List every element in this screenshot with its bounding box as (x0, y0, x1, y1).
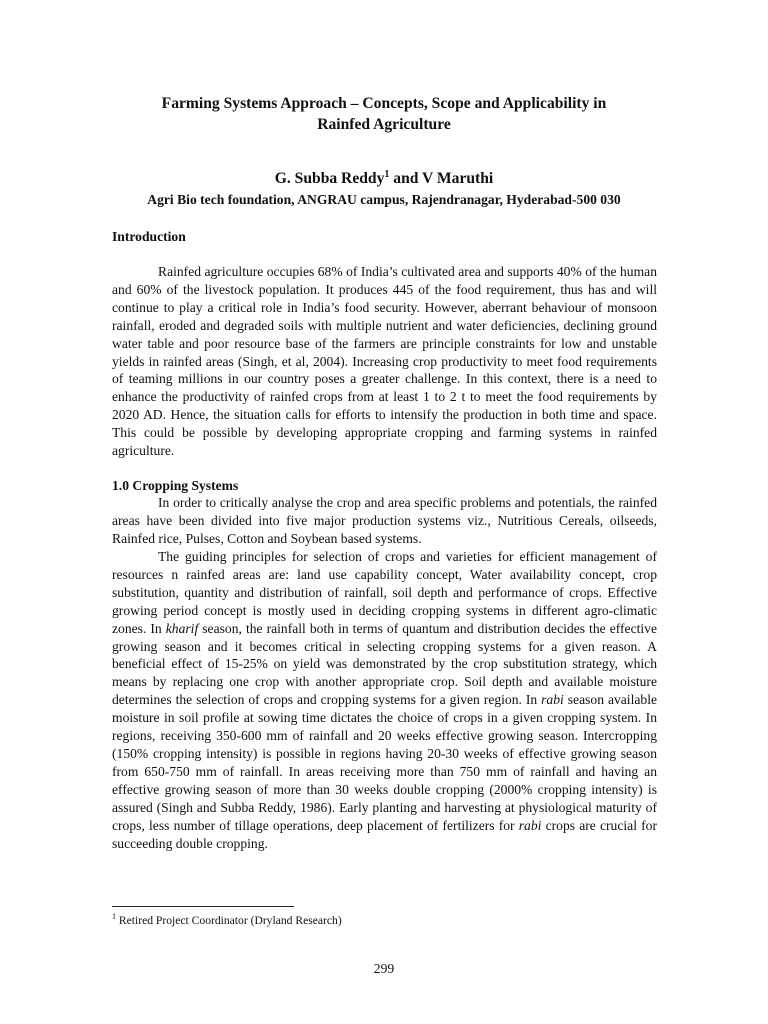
introduction-paragraph: Rainfed agriculture occupies 68% of India’s cultivated area and supports 40% of the human and 60% of the livestock population. It produces 445 of the food requirement, thus has and will continue to play a critical role in India’s food security. However, aberrant behaviour of monsoon rainfall, eroded and degraded soils with multiple nutrient and water deficiencies, declining ground water table and poor resource base of the farmers are principle constraints for low and unstable yields in rainfed areas (Singh, et al, 2004). Increasing crop productivity to meet food requirements of teaming millions in our country poses a greater challenge. In this context, there is a need to enhance the productivity of rainfed crops from at least 1 to 2 t to meet the food requirements by 2020 AD. Hence, the situation calls for efforts to intensify the production in both time and space. This could be possible by developing appropriate cropping and farming systems in rainfed agriculture. (112, 264, 657, 459)
section-heading-introduction: Introduction (112, 229, 186, 244)
section-heading-cropping-systems: 1.0 Cropping Systems (112, 478, 239, 493)
paragraph-text: crops are crucial for succeeding double cropping. (112, 817, 657, 851)
page-number: 299 (373, 961, 395, 976)
title-line-1: Farming Systems Approach – Concepts, Scope and Applicability in (161, 95, 607, 112)
footnote-text: Retired Project Coordinator (Dryland Research) (116, 914, 342, 927)
term-rabi: rabi (541, 692, 564, 708)
footnote-mark: 1 (112, 912, 116, 922)
author-2: and V Maruthi (389, 170, 494, 187)
paragraph-text: season available moisture in soil profile at sowing time dictates the choice of crops in a given cropping system. In regions, receiving 350-600 mm of rainfall and 20 weeks effective growing season. Intercropping (150% cropping intensity) is possible in regions having 20-30 weeks of effective growing season from 650-750 mm of rainfall. In areas receiving more than 750 mm of rainfall and having an effective growing season of more than 30 weeks double cropping (2000% cropping intensity) is assured (Singh and Subba Reddy, 1986). Early planting and harvesting at physiological maturity of crops, less number of tillage operations, deep placement of fertilizers for (112, 692, 657, 833)
affiliation: Agri Bio tech foundation, ANGRAU campus, Rajendranagar, Hyderabad-500 030 (147, 192, 621, 207)
paragraph-text: The guiding principles for selection of crops and varieties for efficient management of resources n rainfed areas are: land use capability concept, Water availability concept, crop substitution, quantity and distribution of rainfall, soil depth and performance of crops. Effective growing period concept is mostly used in deciding cropping systems in different agro-climatic zones. In (112, 549, 657, 636)
term-kharif: kharif (165, 620, 199, 636)
author-footnote-mark: 1 (384, 168, 390, 180)
author-line (110, 169, 658, 189)
cropping-paragraph-1: In order to critically analyse the crop and area specific problems and potentials, the rainfed areas have been divided into five major production systems viz., Nutritious Cereals, oilseeds, Rainfed rice, Pulses, Cotton and Soybean based systems. (112, 495, 657, 546)
paper-title (110, 93, 658, 135)
footnote (112, 913, 342, 928)
cropping-paragraph-2 (112, 548, 657, 852)
title-line-2: Rainfed Agriculture (317, 116, 451, 133)
author-1: G. Subba Reddy (274, 170, 385, 187)
term-rabi: rabi (518, 817, 542, 833)
footnote-rule (112, 906, 294, 907)
paragraph-text: season, the rainfall both in terms of quantum and distribution decides the effective growing season and it becomes critical in selecting cropping systems for a given reason. A beneficial effect of 15-25% on yield was demonstrated by the crop substitution strategy, which means by replacing one crop with another appropriate crop. Soil depth and available moisture determines the selection of crops and cropping systems for a given region. In (112, 620, 657, 708)
